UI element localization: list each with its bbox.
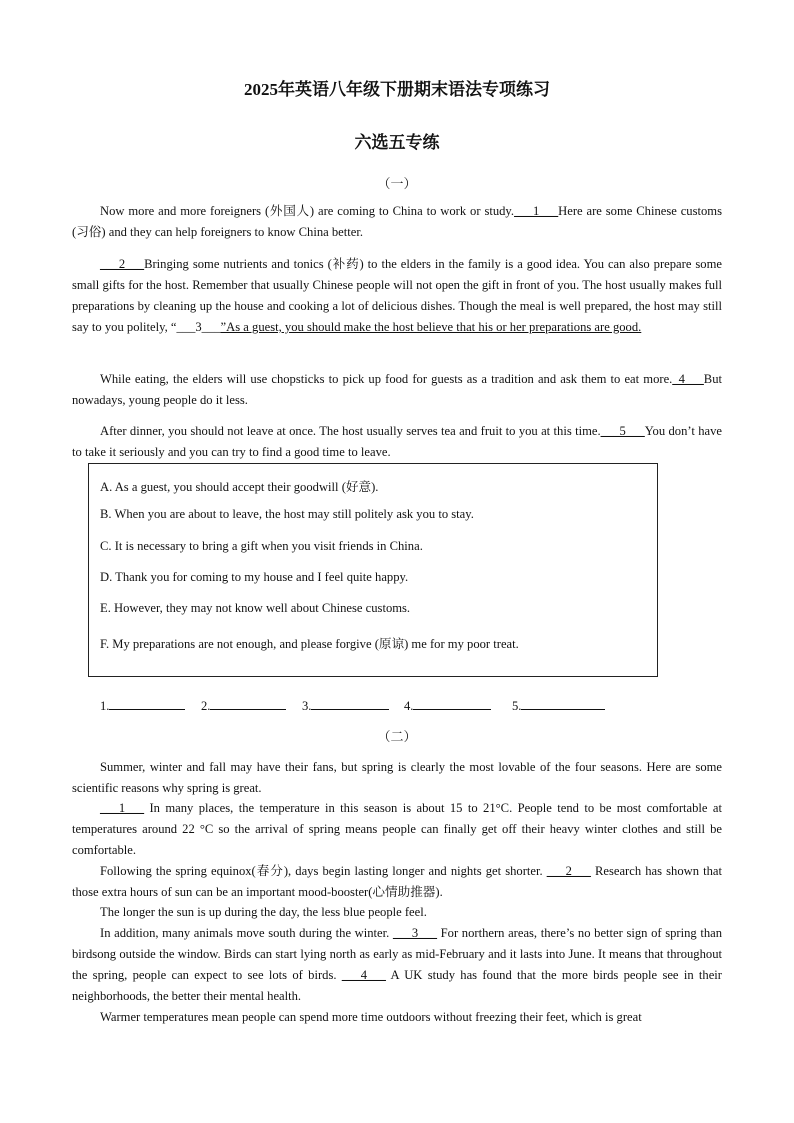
s2-paragraph-3: Following the spring equinox(春分), days begin lasting longer and nights get shorter. ___2___ Research has shown that those extra hours of sun can be an important mood-booster(心情助推器).: [72, 864, 723, 899]
section-1-label: （一）: [377, 176, 417, 191]
option-e: E. However, they may not know well about Chinese customs.: [100, 601, 411, 615]
s1-paragraph-2: ___2___Bringing some nutrients and tonics (补药) to the elders in the family is a good idea. You can also prepare some small gifts for the host. Remember that usually Chinese people will not open the gift in front of you. The host usually makes full preparations by cleaning up the house and cooking a lot of delicious dishes. Though the meal is well prepared, the host may still say to you politely, “___3___”As a guest, you should make the host believe that his or her preparations are good.: [72, 257, 722, 334]
options-box: [88, 463, 658, 677]
option-b: B. When you are about to leave, the host may still politely ask you to stay.: [100, 507, 474, 521]
answer-line: [109, 696, 185, 710]
document-title: 2025年英语八年级下册期末语法专项练习: [244, 80, 550, 99]
s2-paragraph-1: Summer, winter and fall may have their fans, but spring is clearly the most lovable of the four seasons. Here are some scientific reasons why spring is great.: [72, 760, 722, 795]
s2-paragraph-4: The longer the sun is up during the day, the less blue people feel.: [100, 905, 427, 919]
blank-3: ___3___: [392, 926, 438, 940]
answer-slot-5[interactable]: 5.: [512, 696, 605, 714]
option-a: A. As a guest, you should accept their goodwill (好意).: [100, 480, 379, 494]
answer-slot-1[interactable]: 1.: [100, 696, 185, 714]
s2-paragraph-5: In addition, many animals move south during the winter. ___3___ For northern areas, there’s no better sign of spring than birdsong outside the window. Birds can start lying north as early as mid-February and it lasts into June. It means that throughout the spring, people can expect to see lots of birds. ___4___ A UK study has found that the more birds people see in their neighborhoods, the better their mental health.: [72, 926, 722, 1003]
document-subtitle: 六选五专练: [354, 133, 440, 152]
blank-3: ”As a guest, you should make the host believe that his or her preparations are good.: [220, 320, 642, 334]
answer-slot-3[interactable]: 3.: [302, 696, 389, 714]
option-c: C. It is necessary to bring a gift when you visit friends in China.: [100, 539, 423, 553]
blank-1: ___1___: [514, 204, 559, 218]
answer-line: [521, 696, 605, 710]
s1-paragraph-4: After dinner, you should not leave at once. The host usually serves tea and fruit to you at this time.___5___You don’t have to take it seriously and you can try to find a good time to leave.: [72, 424, 722, 459]
blank-2: ___2___: [546, 864, 591, 878]
section-2-label: （二）: [377, 729, 417, 744]
s2-paragraph-6: Warmer temperatures mean people can spend more time outdoors without freezing their feet, which is great: [100, 1010, 642, 1024]
s2-paragraph-2: ___1___ In many places, the temperature in this season is about 15 to 21°C. People tend to be most comfortable at temperatures around 22 °C so the arrival of spring means people can finally get off their heavy winter clothes and still be comfortable.: [72, 801, 722, 857]
s1-paragraph-3: While eating, the elders will use chopsticks to pick up food for guests as a tradition and ask them to eat more._4___But nowadays, young people do it less.: [72, 372, 722, 407]
answer-slot-2[interactable]: 2.: [201, 696, 286, 714]
option-d: D. Thank you for coming to my house and I feel quite happy.: [100, 570, 409, 584]
option-f: F. My preparations are not enough, and please forgive (原谅) me for my poor treat.: [100, 637, 519, 651]
answer-slot-4[interactable]: 4.: [404, 696, 491, 714]
blank-4: ___4___: [341, 968, 386, 982]
blank-4: _4___: [672, 372, 704, 386]
blank-5: ___5___: [600, 424, 645, 438]
answer-line: [413, 696, 491, 710]
blank-1: ___1___: [100, 801, 145, 815]
blank-2: ___2___: [100, 257, 145, 271]
answer-line: [311, 696, 389, 710]
s1-paragraph-1: Now more and more foreigners (外国人) are coming to China to work or study.___1___Here are some Chinese customs (习俗) and they can help foreigners to know China better.: [72, 204, 722, 239]
answer-line: [210, 696, 286, 710]
